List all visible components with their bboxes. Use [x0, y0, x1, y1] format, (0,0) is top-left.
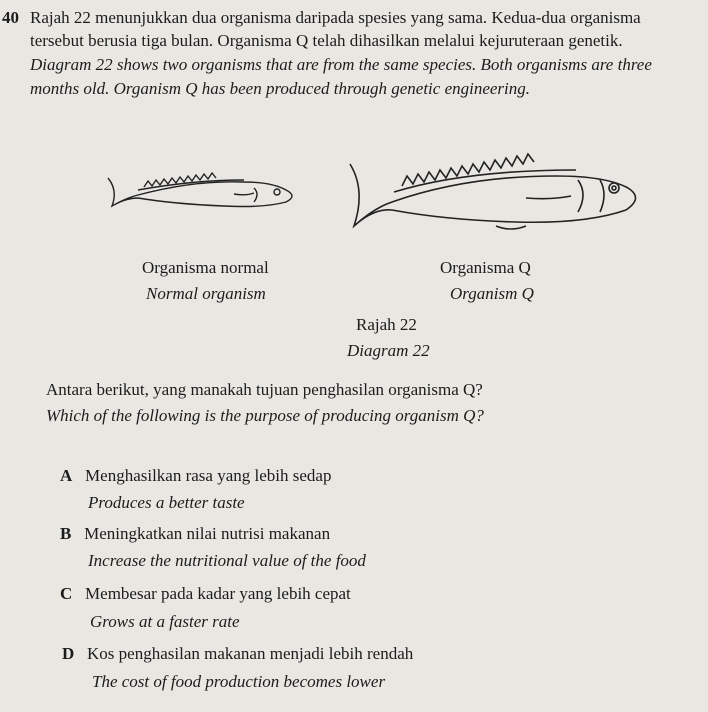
option-text-ms: Meningkatkan nilai nutrisi makanan: [84, 524, 331, 543]
intro-en-line2: months old. Organism Q has been produced through genetic engineering.: [30, 79, 531, 98]
intro-ms-line1: Rajah 22 menunjukkan dua organisma daripada spesies yang sama. Kedua-dua organisma: [30, 8, 641, 27]
question-number: 40: [2, 8, 19, 27]
right-label-ms: Organisma Q: [440, 258, 531, 277]
normal-fish-drawing: [104, 168, 304, 218]
option-letter: B: [60, 524, 72, 543]
right-label-en: Organism Q: [450, 284, 534, 303]
organism-q-fish-drawing: [346, 150, 646, 240]
prompt-ms: Antara berikut, yang manakah tujuan penghasilan organisma Q?: [46, 380, 483, 399]
option-letter: D: [62, 644, 75, 663]
intro-ms-line2: tersebut berusia tiga bulan. Organisma Q telah dihasilkan melalui kejuruteraan genetik.: [30, 31, 623, 50]
left-label-ms: Organisma normal: [142, 258, 269, 277]
option-text-ms: Membesar pada kadar yang lebih cepat: [85, 584, 351, 603]
option-letter: C: [60, 584, 73, 603]
diagram-caption-ms: Rajah 22: [356, 315, 417, 334]
option-d-en: The cost of food production becomes lower: [92, 672, 386, 691]
option-c-en: Grows at a faster rate: [90, 612, 240, 631]
option-b[interactable]: [60, 524, 330, 544]
prompt-en: Which of the following is the purpose of producing organism Q?: [46, 406, 484, 425]
option-letter: A: [60, 466, 73, 485]
diagram-caption-en: Diagram 22: [347, 341, 430, 360]
option-d[interactable]: [62, 644, 413, 664]
option-text-ms: Menghasilkan rasa yang lebih sedap: [85, 466, 332, 485]
option-c[interactable]: [60, 584, 351, 604]
intro-en-line1: Diagram 22 shows two organisms that are from the same species. Both organisms are three: [30, 55, 652, 74]
option-b-en: Increase the nutritional value of the food: [88, 551, 366, 570]
option-a[interactable]: [60, 466, 331, 486]
option-a-en: Produces a better taste: [88, 493, 245, 512]
option-text-ms: Kos penghasilan makanan menjadi lebih rendah: [87, 644, 414, 663]
left-label-en: Normal organism: [146, 284, 266, 303]
